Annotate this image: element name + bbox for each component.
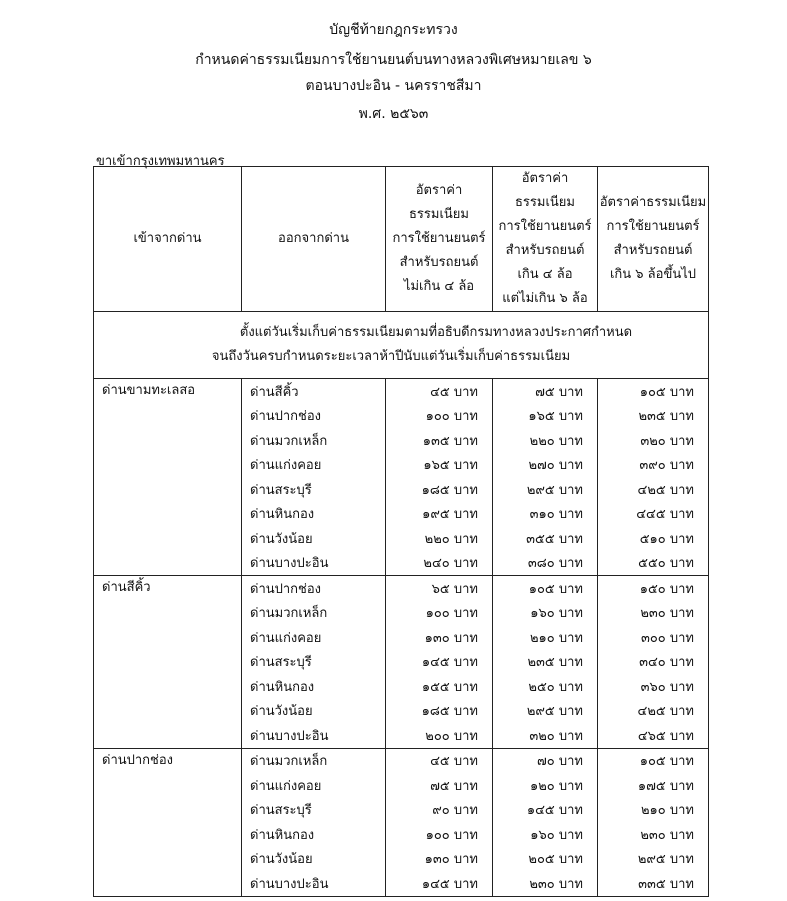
fee-6-wheel: ๒๙๕ บาท	[493, 477, 598, 502]
exit-station: ด่านมวกเหล็ก	[242, 601, 386, 626]
table-row	[94, 650, 709, 675]
table-row	[94, 674, 709, 699]
table-row	[94, 699, 709, 724]
fee4-line: ไม่เกิน ๔ ล้อ	[403, 279, 475, 294]
table-row	[94, 798, 709, 823]
fee-over-6-wheel: ๕๑๐ บาท	[598, 526, 709, 551]
fee-over-6-wheel: ๑๐๕ บาท	[598, 379, 709, 404]
table-row	[94, 551, 709, 576]
fee-4-wheel: ๒๐๐ บาท	[386, 723, 493, 748]
fee6-line: สำหรับรถยนต์	[505, 243, 585, 258]
entry-station	[94, 699, 242, 724]
table-row	[94, 625, 709, 650]
entry-station: ด่านขามทะเลสอ	[94, 379, 242, 404]
entry-station	[94, 871, 242, 896]
fee-6-wheel: ๗๐ บาท	[493, 748, 598, 773]
fee-4-wheel: ๖๕ บาท	[386, 576, 493, 601]
fee-over-6-wheel: ๒๓๕ บาท	[598, 404, 709, 429]
col-exit-header: ออกจากด่าน	[242, 167, 386, 312]
entry-station	[94, 625, 242, 650]
fee6plus-line: สำหรับรถยนต์	[613, 243, 693, 258]
fee-over-6-wheel: ๓๙๐ บาท	[598, 453, 709, 478]
entry-station: ด่านสีคิ้ว	[94, 576, 242, 601]
fee-6-wheel: ๑๖๐ บาท	[493, 822, 598, 847]
table-header-row	[94, 167, 709, 312]
period-note-row	[94, 312, 709, 379]
fee-4-wheel: ๑๔๕ บาท	[386, 871, 493, 896]
entry-station	[94, 601, 242, 626]
doc-title-line1: บัญชีท้ายกฎกระทรวง	[329, 22, 458, 38]
fee-over-6-wheel: ๒๓๐ บาท	[598, 822, 709, 847]
exit-station: ด่านแก่งคอย	[242, 625, 386, 650]
table-row	[94, 428, 709, 453]
fee-6-wheel: ๗๕ บาท	[493, 379, 598, 404]
table-row	[94, 477, 709, 502]
col-fee4-header	[386, 167, 493, 312]
fee-6-wheel: ๑๖๐ บาท	[493, 601, 598, 626]
fee-6-wheel: ๒๒๐ บาท	[493, 428, 598, 453]
fee-4-wheel: ๑๐๐ บาท	[386, 822, 493, 847]
exit-station: ด่านปากช่อง	[242, 576, 386, 601]
table-row	[94, 773, 709, 798]
fee-4-wheel: ๑๓๕ บาท	[386, 428, 493, 453]
doc-title-line2: กำหนดค่าธรรมเนียมการใช้ยานยนต์บนทางหลวงพิเศษหมายเลข ๖	[195, 52, 592, 68]
exit-station: ด่านบางปะอิน	[242, 871, 386, 896]
fee-6-wheel: ๑๐๕ บาท	[493, 576, 598, 601]
entry-station: ด่านปากช่อง	[94, 748, 242, 773]
exit-station: ด่านหินกอง	[242, 822, 386, 847]
fee-4-wheel: ๑๕๕ บาท	[386, 674, 493, 699]
fee-4-wheel: ๑๓๐ บาท	[386, 847, 493, 872]
fee-6-wheel: ๒๕๐ บาท	[493, 674, 598, 699]
table-row	[94, 748, 709, 773]
fee-6-wheel: ๒๐๕ บาท	[493, 847, 598, 872]
table-row	[94, 601, 709, 626]
direction-label: ขาเข้ากรุงเทพมหานคร	[96, 154, 225, 169]
fee-over-6-wheel: ๓๓๕ บาท	[598, 871, 709, 896]
fee-over-6-wheel: ๔๖๕ บาท	[598, 723, 709, 748]
fee-4-wheel: ๑๓๐ บาท	[386, 625, 493, 650]
entry-station	[94, 428, 242, 453]
exit-station: ด่านวังน้อย	[242, 699, 386, 724]
table-row	[94, 871, 709, 896]
col-entry-header: เข้าจากด่าน	[94, 167, 242, 312]
exit-station: ด่านหินกอง	[242, 674, 386, 699]
fee-6-wheel: ๓๑๐ บาท	[493, 502, 598, 527]
table-row	[94, 379, 709, 404]
fee-over-6-wheel: ๑๗๕ บาท	[598, 773, 709, 798]
fee6-line: การใช้ยานยนตร์	[498, 219, 592, 234]
fee-6-wheel: ๒๙๕ บาท	[493, 699, 598, 724]
fee6-line: อัตราค่าธรรมเนียม	[515, 171, 575, 210]
exit-station: ด่านมวกเหล็ก	[242, 748, 386, 773]
fee-6-wheel: ๑๒๐ บาท	[493, 773, 598, 798]
doc-title-line3: ตอนบางปะอิน - นครราชสีมา	[305, 78, 482, 94]
entry-station	[94, 773, 242, 798]
exit-station: ด่านบางปะอิน	[242, 551, 386, 576]
entry-station	[94, 526, 242, 551]
table-row	[94, 822, 709, 847]
fee-4-wheel: ๗๕ บาท	[386, 773, 493, 798]
fee-6-wheel: ๓๒๐ บาท	[493, 723, 598, 748]
entry-station	[94, 723, 242, 748]
fee4-line: การใช้ยานยนตร์	[392, 231, 486, 246]
fee-6-wheel: ๒๓๐ บาท	[493, 871, 598, 896]
fee-over-6-wheel: ๕๕๐ บาท	[598, 551, 709, 576]
table-row	[94, 502, 709, 527]
exit-station: ด่านแก่งคอย	[242, 453, 386, 478]
doc-year: พ.ศ. ๒๕๖๓	[358, 106, 429, 122]
fee-over-6-wheel: ๓๔๐ บาท	[598, 650, 709, 675]
exit-station: ด่านบางปะอิน	[242, 723, 386, 748]
table-row	[94, 847, 709, 872]
fee6-line: เกิน ๔ ล้อ	[517, 267, 573, 282]
fee4-line: อัตราค่าธรรมเนียม	[409, 183, 469, 222]
fee-over-6-wheel: ๑๕๐ บาท	[598, 576, 709, 601]
fee-4-wheel: ๒๒๐ บาท	[386, 526, 493, 551]
col-fee6-header	[493, 167, 598, 312]
table-row	[94, 404, 709, 429]
entry-station	[94, 674, 242, 699]
exit-station: ด่านวังน้อย	[242, 847, 386, 872]
fee-over-6-wheel: ๓๒๐ บาท	[598, 428, 709, 453]
fee-6-wheel: ๓๘๐ บาท	[493, 551, 598, 576]
exit-station: ด่านปากช่อง	[242, 404, 386, 429]
fee-4-wheel: ๑๖๕ บาท	[386, 453, 493, 478]
table-row	[94, 526, 709, 551]
fee6plus-line: อัตราค่าธรรมเนียม	[599, 195, 707, 210]
fee-6-wheel: ๑๖๕ บาท	[493, 404, 598, 429]
entry-station	[94, 822, 242, 847]
fee6-line: แต่ไม่เกิน ๖ ล้อ	[502, 291, 588, 306]
fee-over-6-wheel: ๒๓๐ บาท	[598, 601, 709, 626]
fee-4-wheel: ๔๕ บาท	[386, 379, 493, 404]
fee-4-wheel: ๑๐๐ บาท	[386, 601, 493, 626]
exit-station: ด่านมวกเหล็ก	[242, 428, 386, 453]
fee-4-wheel: ๑๐๐ บาท	[386, 404, 493, 429]
fee-4-wheel: ๔๕ บาท	[386, 748, 493, 773]
table-row	[94, 453, 709, 478]
fee-4-wheel: ๑๔๕ บาท	[386, 650, 493, 675]
fee-over-6-wheel: ๓๐๐ บาท	[598, 625, 709, 650]
exit-station: ด่านแก่งคอย	[242, 773, 386, 798]
fee-over-6-wheel: ๔๒๕ บาท	[598, 699, 709, 724]
entry-station	[94, 477, 242, 502]
exit-station: ด่านหินกอง	[242, 502, 386, 527]
fee-6-wheel: ๒๑๐ บาท	[493, 625, 598, 650]
period-note: ตั้งแต่วันเริ่มเก็บค่าธรรมเนียมตามที่อธิบดีกรมทางหลวงประกาศกำหนด จนถึงวันครบกำหนดระยะเวลาห้าปีนับแต่วันเริ่มเก็บค่าธรรมเนียม	[94, 312, 709, 379]
fee-4-wheel: ๑๘๕ บาท	[386, 477, 493, 502]
fee6plus-line: เกิน ๖ ล้อขึ้นไป	[609, 267, 697, 282]
table-row	[94, 723, 709, 748]
fee-4-wheel: ๒๔๐ บาท	[386, 551, 493, 576]
exit-station: ด่านสระบุรี	[242, 650, 386, 675]
fee-over-6-wheel: ๒๙๕ บาท	[598, 847, 709, 872]
toll-fee-table	[93, 166, 709, 897]
exit-station: ด่านสีคิ้ว	[242, 379, 386, 404]
exit-station: ด่านวังน้อย	[242, 526, 386, 551]
col-fee6plus-header	[598, 167, 709, 312]
fee-4-wheel: ๙๐ บาท	[386, 798, 493, 823]
fee-over-6-wheel: ๑๐๕ บาท	[598, 748, 709, 773]
entry-station	[94, 798, 242, 823]
fee-4-wheel: ๑๘๕ บาท	[386, 699, 493, 724]
fee-over-6-wheel: ๔๔๕ บาท	[598, 502, 709, 527]
exit-station: ด่านสระบุรี	[242, 477, 386, 502]
fee4-line: สำหรับรถยนต์	[399, 255, 479, 270]
entry-station	[94, 404, 242, 429]
entry-station	[94, 650, 242, 675]
fee-over-6-wheel: ๒๑๐ บาท	[598, 798, 709, 823]
entry-station	[94, 551, 242, 576]
fee6plus-line: การใช้ยานยนตร์	[606, 219, 700, 234]
entry-station	[94, 502, 242, 527]
fee-4-wheel: ๑๙๕ บาท	[386, 502, 493, 527]
fee-6-wheel: ๒๗๐ บาท	[493, 453, 598, 478]
exit-station: ด่านสระบุรี	[242, 798, 386, 823]
entry-station	[94, 453, 242, 478]
fee-over-6-wheel: ๔๒๕ บาท	[598, 477, 709, 502]
fee-6-wheel: ๓๕๕ บาท	[493, 526, 598, 551]
fee-6-wheel: ๑๔๕ บาท	[493, 798, 598, 823]
table-row	[94, 576, 709, 601]
fee-6-wheel: ๒๓๕ บาท	[493, 650, 598, 675]
fee-over-6-wheel: ๓๖๐ บาท	[598, 674, 709, 699]
entry-station	[94, 847, 242, 872]
